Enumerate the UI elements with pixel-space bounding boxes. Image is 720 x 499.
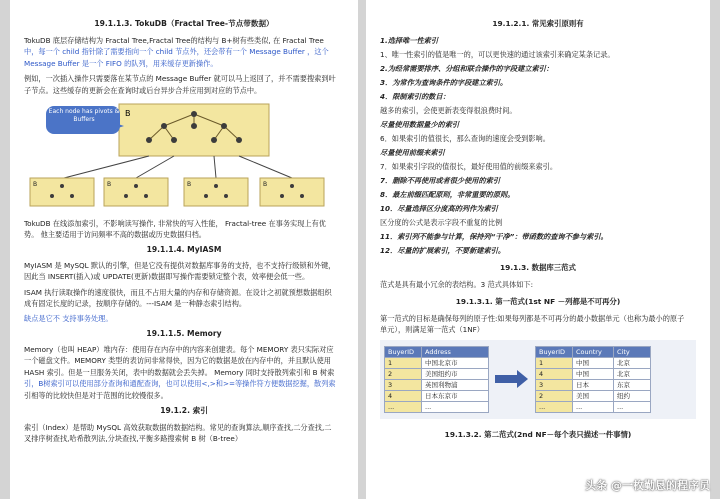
text-line: 成有固定长度的记录，按顺序存储的。---ISAM 是一种静态索引结构。 — [24, 299, 247, 309]
tokudb-paragraph — [24, 35, 344, 69]
heading-normal-forms: 19.1.3. 数据库三范式 — [500, 263, 576, 272]
table-row: 1 中国北京市 — [385, 357, 489, 368]
text-line: 索引（Index）是帮助 MySQL 高效获取数据的数据结构。常见的查询算法,顺序查找,二分查找,二 — [24, 422, 332, 432]
normal-forms-intro: 范式是具有最小冗余的表结构。3 范式具体如下: — [380, 280, 534, 289]
principle-title: 3．为常作为查询条件的字段建立索引。 — [380, 78, 508, 87]
text-line: TokuDB 在线添加索引，不影响读写操作, 非常快的写入性能， Fractal-tree 在事务实现上有优 — [24, 219, 326, 229]
text-line: Memory（也叫 HEAP）堆内存：使用存在内存中的内容来创建表。每个 MEMORY 表只实际对应 — [24, 344, 334, 354]
principle-text: 区分度的公式是表示字段不重复的比例 — [380, 218, 503, 227]
leaf-edges — [64, 156, 292, 178]
principle-title: 2.为经常需要排序、分组和联合操作的字段建立索引： — [380, 64, 554, 73]
highlight-line: 引，B树索引可以使用部分查询和通配查询，也可以使用<,>和>=等操作符方便数据挖掘，散列索 — [24, 379, 336, 389]
split-address-table — [535, 346, 651, 413]
table-header: City — [614, 346, 651, 357]
table-row: ... ... — [385, 401, 489, 412]
heading-2nf: 19.1.3.2. 第二范式(2nd NF－每个表只描述一件事情) — [444, 429, 632, 439]
text-line: TokuDB 底层存储结构为 Fractal Tree,Fractal Tree的结构与 B+树有些类似, 在 Fractal Tree — [24, 36, 324, 45]
table-row: ... ... ... — [536, 401, 651, 412]
principle-text: 越多的索引，会使更新表变得很浪费时间。 — [380, 106, 517, 115]
svg-text:B: B — [107, 181, 112, 189]
svg-text:B: B — [33, 181, 38, 189]
text-line: 单元），则满足第一范式（1NF） — [380, 325, 484, 335]
address-table — [384, 346, 489, 413]
index-paragraph — [24, 422, 344, 445]
insert-paragraph — [24, 73, 344, 96]
highlight-line: Message Buffer 是一个 FIFO 的队列，用来缓存更新操作。 — [24, 58, 218, 68]
memory-paragraph — [24, 344, 344, 401]
root-node-label: B — [125, 109, 131, 119]
myisam-paragraph — [24, 260, 344, 283]
heading-index: 19.1.2. 索引 — [160, 405, 208, 415]
principle-title: 7．删除不再使用或者很少使用的索引 — [380, 176, 501, 185]
heading-1nf: 19.1.3.1. 第一范式(1st NF －列都是不可再分) — [455, 297, 621, 306]
principle-title: 1.选择唯一性索引 — [380, 36, 439, 45]
principle-title: 尽量使用前缀来索引 — [380, 148, 445, 157]
arrow-right-icon — [495, 369, 529, 389]
1nf-example-figure — [380, 340, 696, 419]
text-line: 一个磁盘文件。MEMORY 类型的表访问非常得快，因为它的数据是放在内存中的，并且默认使用 — [24, 356, 331, 366]
text-line: 例如，一次插入操作只需要落在某节点的 Message Buffer 就可以马上返回了，并不需要搜索到叶 — [24, 74, 336, 84]
table-row: 4 日本东京市 — [385, 390, 489, 401]
text-line: 子节点。这些缓存的更新会在查询时或后台异步合并应用到对应的节点中。 — [24, 85, 262, 95]
table-header: Country — [573, 346, 614, 357]
right-page — [366, 0, 710, 499]
principle-title: 4．限制索引的数目： — [380, 92, 450, 101]
left-page — [10, 0, 358, 499]
text-line: 势。 他主要适用于访问频率不高的数据或历史数据归档。 — [24, 230, 206, 240]
myisam-drawback: 缺点是它不 支持事务处理。 — [24, 314, 113, 324]
table-row: 1 中国 北京 — [536, 357, 651, 368]
highlight-line: 中，每一个 child 指针除了需要指向一个 child 节点外，还会带有一个 Message Buffer ，这个 — [24, 47, 329, 57]
callout-text: Each node has pivots & Buffers — [48, 108, 120, 124]
heading-index-principles: 19.1.2.1. 常见索引原则有 — [492, 19, 584, 28]
heading-tokudb: 19.1.1.3. TokuDB（Fractal Tree-节点带数据） — [94, 19, 274, 28]
table-header: BuyerID — [385, 346, 422, 357]
text-line: 因此当 INSERT(插入)或 UPDATE(更新)数据即写操作需要锁定整个表，效率便会低一些。 — [24, 272, 310, 282]
fractal-tree-diagram — [24, 100, 344, 210]
leaf-nodes — [30, 178, 324, 206]
table-header: BuyerID — [536, 346, 573, 357]
svg-text:B: B — [187, 181, 192, 189]
watermark: 头条 @一枚勤恳的程序员 — [585, 479, 710, 492]
principle-text: 6．如果索引的值很长，那么查询的速度会受到影响。 — [380, 134, 550, 143]
principle-title: 12．尽量的扩展索引，不要新建索引。 — [380, 246, 506, 255]
table-row: 2 美国 纽约 — [536, 390, 651, 401]
text-line: HASH 索引。但是一旦服务关闭，表中的数据就会丢失掉。 Memory 同时支持散列索引和 B 树索 — [24, 367, 335, 377]
table-row: 3 日本 东京 — [536, 379, 651, 390]
principle-title: 11．索引列不能参与计算，保持列“干净”：带函数的查询不参与索引。 — [380, 232, 608, 241]
table-header: Address — [422, 346, 489, 357]
tokudb-summary — [24, 218, 344, 241]
svg-text:B: B — [263, 181, 268, 189]
text-line: 引相等的比较快但是对于范围的比较慢很多。 — [24, 390, 168, 400]
principle-title: 10．尽量选择区分度高的列作为索引 — [380, 204, 498, 213]
text-line: 第一范式的目标是确保每列的原子性:如果每列都是不可再分的最小数据单元（也称为最小的原子 — [380, 314, 685, 323]
principle-text: 7．如果索引字段的值很长，最好使用值的前缀来索引。 — [380, 162, 558, 171]
text-line: ISAM 执行读取操作的速度很快，而且不占用大量的内存和存储资源。在设计之初就预想数据组织 — [24, 287, 332, 297]
principle-title: 尽量使用数据量少的索引 — [380, 120, 460, 129]
heading-memory: 19.1.1.5. Memory — [146, 328, 222, 338]
table-row: 3 英国利物浦 — [385, 379, 489, 390]
heading-myisam: 19.1.1.4. MyIASM — [146, 244, 222, 254]
principle-text: 1、唯一性索引的值是唯一的，可以更快速的通过该索引来确定某条记录。 — [380, 50, 615, 59]
isam-paragraph — [24, 287, 344, 310]
1nf-paragraph — [380, 313, 696, 336]
principle-title: 8．最左前缀匹配原则，非常重要的原则。 — [380, 190, 515, 199]
text-line: 叉排序树查找,哈希散列法,分块查找,平衡多路搜索树 B 树（B-tree） — [24, 434, 243, 444]
table-row: 4 中国 北京 — [536, 368, 651, 379]
table-row: 2 美国纽约市 — [385, 368, 489, 379]
text-line: MyIASM 是 MySQL 默认的引擎，但是它没有提供对数据库事务的支持，也不支持行级锁和外键， — [24, 260, 336, 270]
